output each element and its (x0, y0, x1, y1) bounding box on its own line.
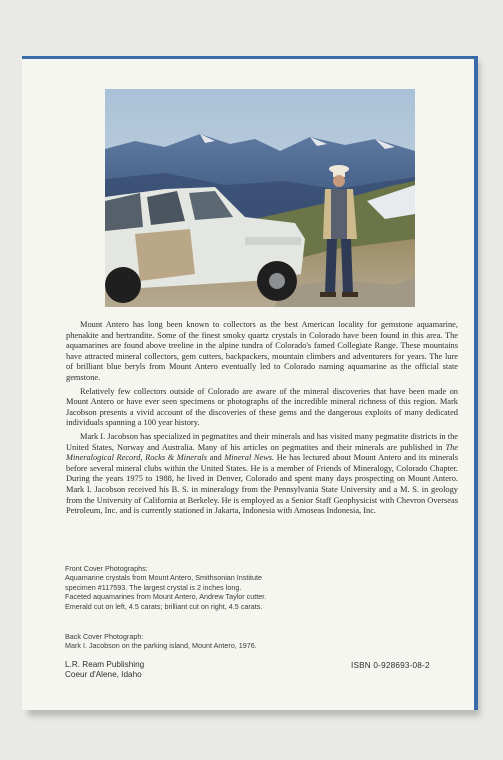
front-cover-line: Aquamarine crystals from Mount Antero, Smithsonian Institute (65, 573, 262, 583)
paragraph-discoveries: Relatively few collectors outside of Colorado are aware of the mineral discoveries that have been made on Mount Antero or have ever seen specimens or photographs of the incredible mineral richness of this region. Mark Jacobson presents a vivid account of the discoveries of these gems and the dangerous exploits of many dedicated individuals spanning a 100 year history. (66, 386, 458, 428)
publication-name-mineral-news: Mineral News. (224, 453, 275, 463)
back-cover-heading: Back Cover Photograph: (65, 632, 144, 641)
cover-photo (105, 89, 415, 307)
back-cover-line: Mark I. Jacobson on the parking island, Mount Antero, 1976. (65, 641, 257, 651)
front-cover-line: Faceted aquamarines from Mount Antero, Andrew Taylor cutter. (65, 592, 267, 602)
mountain-jeep-photo (105, 89, 415, 307)
bio-part-1: Mark I. Jacobson has specialized in pegmatites and their minerals and has visited many pegmatite districts in the United States, Norway and Australia. Many of his articles on pegmatites and their minerals are published in (66, 431, 458, 452)
publisher-name: L.R. Ream Publishing (65, 660, 145, 669)
paragraph-locality: Mount Antero has long been known to collectors as the best American locality for gemstone aquamarine, phenakite and bertrandite. Some of the finest smoky quartz crystals in Colorado have been found in this area. The aquamarines are found above treeline in the alpine tundra of Colorado's famed Collegiate Range. These mountains have attracted mineral collectors, gem cutters, backpackers, mountain climbers and adventurers for years. The lure of brilliant blue beryls from Mount Antero eventually led to Colorado naming aquamarine as the official state gemstone. (66, 320, 458, 382)
front-cover-credits (65, 564, 395, 611)
publisher-block (65, 660, 144, 681)
book-back-cover (22, 56, 478, 710)
front-cover-heading: Front Cover Photographs: (65, 564, 148, 573)
paragraph-author-bio (66, 432, 458, 517)
bio-and: and (207, 453, 225, 463)
description-text (66, 320, 458, 520)
front-cover-line: specimen #117593. The largest crystal is 2 inches long. (65, 582, 242, 592)
front-cover-line: Emerald cut on left, 4.5 carats; brilliant cut on right, 4.5 carats. (65, 601, 263, 611)
isbn-number: ISBN 0-928693-08-2 (351, 661, 430, 670)
publication-names: The Mineralogical Record, Rocks & Minerals (66, 442, 458, 463)
back-cover-credits (65, 632, 395, 651)
bio-part-2: He has lectured about Mount Antero and its minerals before several mineral clubs within the United States. He is a member of Friends of Mineralogy, Colorado Chapter. During the years 1975 to 1988, he lived in Denver, Colorado and spent many days prospecting on Mount Antero. Mark I. Jacobson received his B. S. in mineralogy from the Pennsylvania State University and a M. S. in geology from the University of California at Berkeley. He is employed as a Senior Staff Geophysicist with Chevron Overseas Petroleum, Inc. and is currently stationed in Jakarta, Indonesia with Amoseas Indonesia, Inc. (66, 453, 459, 516)
publisher-location: Coeur d'Alene, Idaho (65, 670, 142, 680)
